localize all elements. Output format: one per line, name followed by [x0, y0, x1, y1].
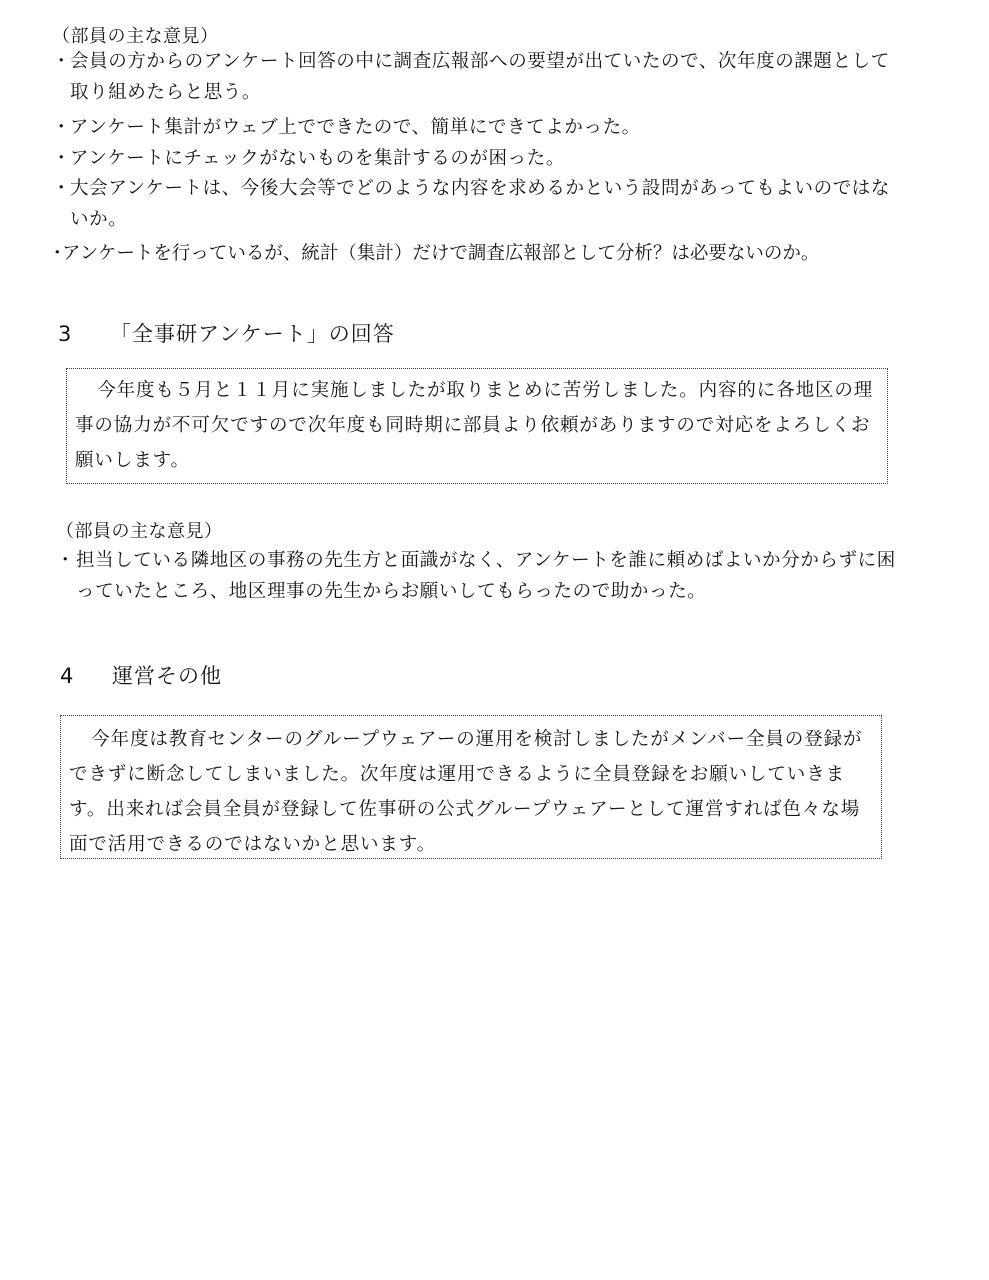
bullet-mark: ・: [56, 550, 76, 571]
opinions-heading-1: （部員の主な意見）: [52, 26, 219, 47]
list-item: [52, 46, 902, 108]
section-title-text: 運営その他: [112, 664, 222, 688]
opinion-text: アンケートにチェックがないものを集計するのが困った。: [70, 148, 565, 169]
section-3-box-text: 今年度も５月と１１月に実施しましたが取りまとめに苦労しました。内容的に各地区の理事の協力が不可欠ですので次年度も同時期に部員より依頼がありますので対応をよろしくお願いします。: [75, 380, 874, 471]
bullet-mark: ・: [52, 178, 72, 199]
bullet-mark: ・: [52, 148, 72, 169]
section-number: 4: [60, 664, 75, 688]
bullet-mark: ・: [52, 117, 72, 138]
bullet-mark: ・: [48, 243, 67, 264]
list-item: [56, 545, 906, 607]
opinion-text: アンケートを行っているが、統計（集計）だけで調査広報部として分析？は必要ないのか。: [62, 243, 820, 264]
opinion-text: 大会アンケートは、今後大会等でどのような内容を求めるかという設問があってもよいのではないか。: [70, 178, 891, 230]
section-number: 3: [58, 322, 73, 346]
opinion-text: アンケート集計がウェブ上でできたので、簡単にできてよかった。: [70, 117, 641, 138]
list-item: [52, 173, 902, 235]
section-3-box: [66, 368, 888, 484]
list-item: [52, 143, 902, 174]
section-4-title: [60, 660, 222, 690]
section-4-box-text: 今年度は教育センターのグループウェアーの運用を検討しましたがメンバー全員の登録ができずに断念してしまいました。次年度は運用できるように全員登録をお願いしていきます。出来れば会員全員が登録して佐事研の公式グループウェアーとして運営すれば色々な場面で活用できるのではないかと思います。: [69, 729, 863, 855]
section-title-text: 「全事研アンケート」の回答: [110, 322, 395, 346]
list-item: [48, 238, 908, 269]
list-item: [52, 112, 902, 143]
section-3-title: [58, 318, 395, 348]
section-4-box: [60, 715, 882, 859]
opinions-heading-2: （部員の主な意見）: [56, 521, 223, 542]
opinion-text: 会員の方からのアンケート回答の中に調査広報部への要望が出ていたので、次年度の課題として取り組めたらと思う。: [70, 51, 890, 103]
opinion-text: 担当している隣地区の事務の先生方と面識がなく、アンケートを誰に頼めばよいか分からずに困っていたところ、地区理事の先生からお願いしてもらったので助かった。: [76, 550, 896, 602]
bullet-mark: ・: [52, 51, 72, 72]
